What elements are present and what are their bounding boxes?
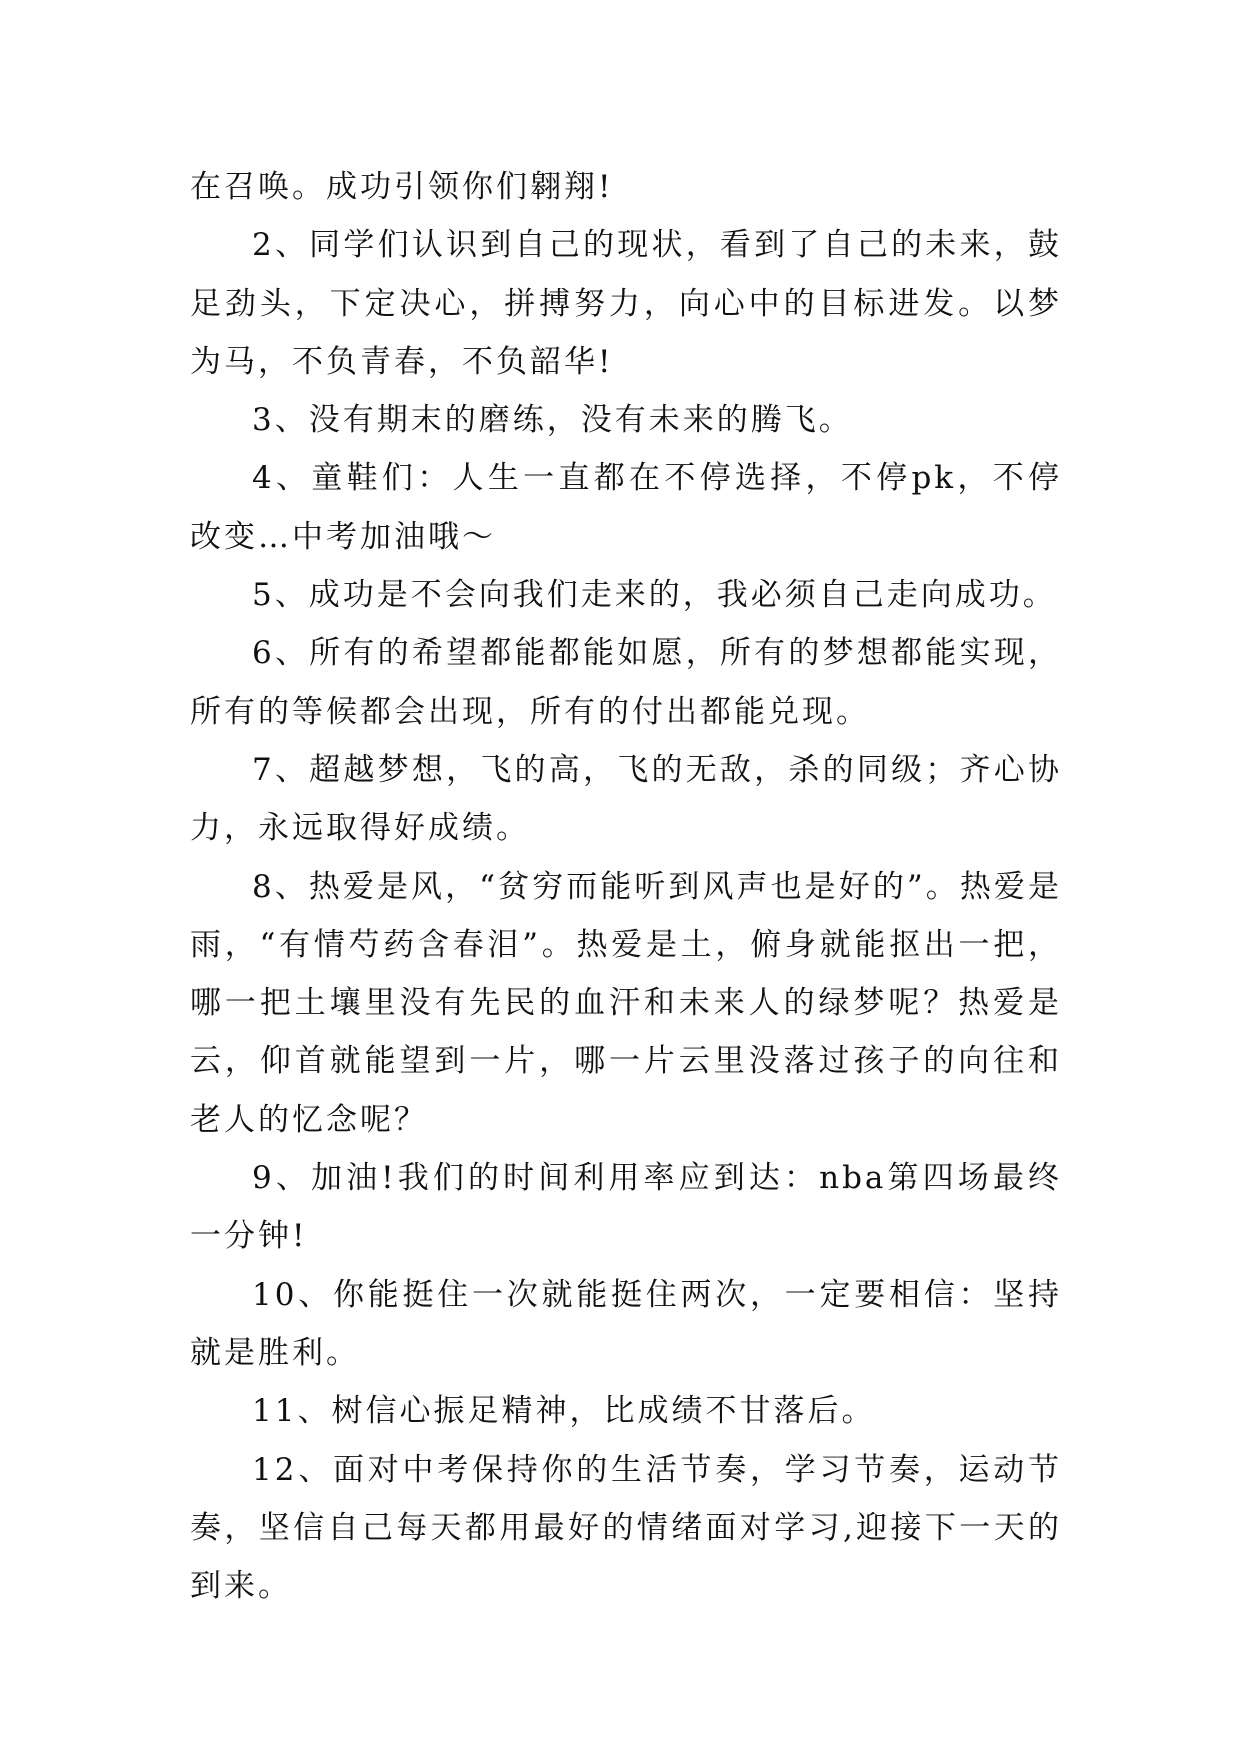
paragraph-item-11: 11、树信心振足精神，比成绩不甘落后。 [252,1393,876,1430]
paragraph-item-2: 2、同学们认识到自己的现状，看到了自己的未来，鼓足劲头，下定决心，拼搏努力，向心中的目标进发。以梦为马，不负青春，不负韶华! [190,227,1062,380]
document-page [190,158,1062,1615]
paragraph-item-7: 7、超越梦想，飞的高，飞的无敌，杀的同级；齐心协力，永远取得好成绩。 [190,751,1062,847]
paragraph-item-10: 10、你能挺住一次就能挺住两次，一定要相信：坚持就是胜利。 [190,1276,1062,1371]
paragraph-item-3: 3、没有期末的磨练，没有未来的腾飞。 [252,402,853,439]
paragraph-item-5: 5、成功是不会向我们走来的，我必须自己走向成功。 [252,577,1057,614]
paragraph-item-4: 4、童鞋们：人生一直都在不停选择，不停pk，不停改变…中考加油哦～ [190,460,1062,555]
paragraph-continuation: 在召唤。成功引领你们翱翔! [190,169,614,205]
paragraph-item-8: 8、热爱是风，“贫穷而能听到风声也是好的”。热爱是雨，“有情芍药含春泪”。热爱是土，俯身就能抠出一把，哪一把土壤里没有先民的血汗和未来人的绿梦呢？热爱是云，仰首就能望到一片，哪一片云里没落过孩子的向往和老人的忆念呢？ [190,868,1062,1138]
paragraph-item-12: 12、面对中考保持你的生活节奏，学习节奏，运动节奏，坚信自己每天都用最好的情绪面对学习,迎接下一天的到来。 [190,1451,1062,1605]
paragraph-item-6: 6、所有的希望都能都能如愿，所有的梦想都能实现，所有的等候都会出现，所有的付出都能兑现。 [190,635,1062,730]
paragraph-item-9: 9、加油!我们的时间利用率应到达：nba第四场最终一分钟! [190,1160,1062,1255]
